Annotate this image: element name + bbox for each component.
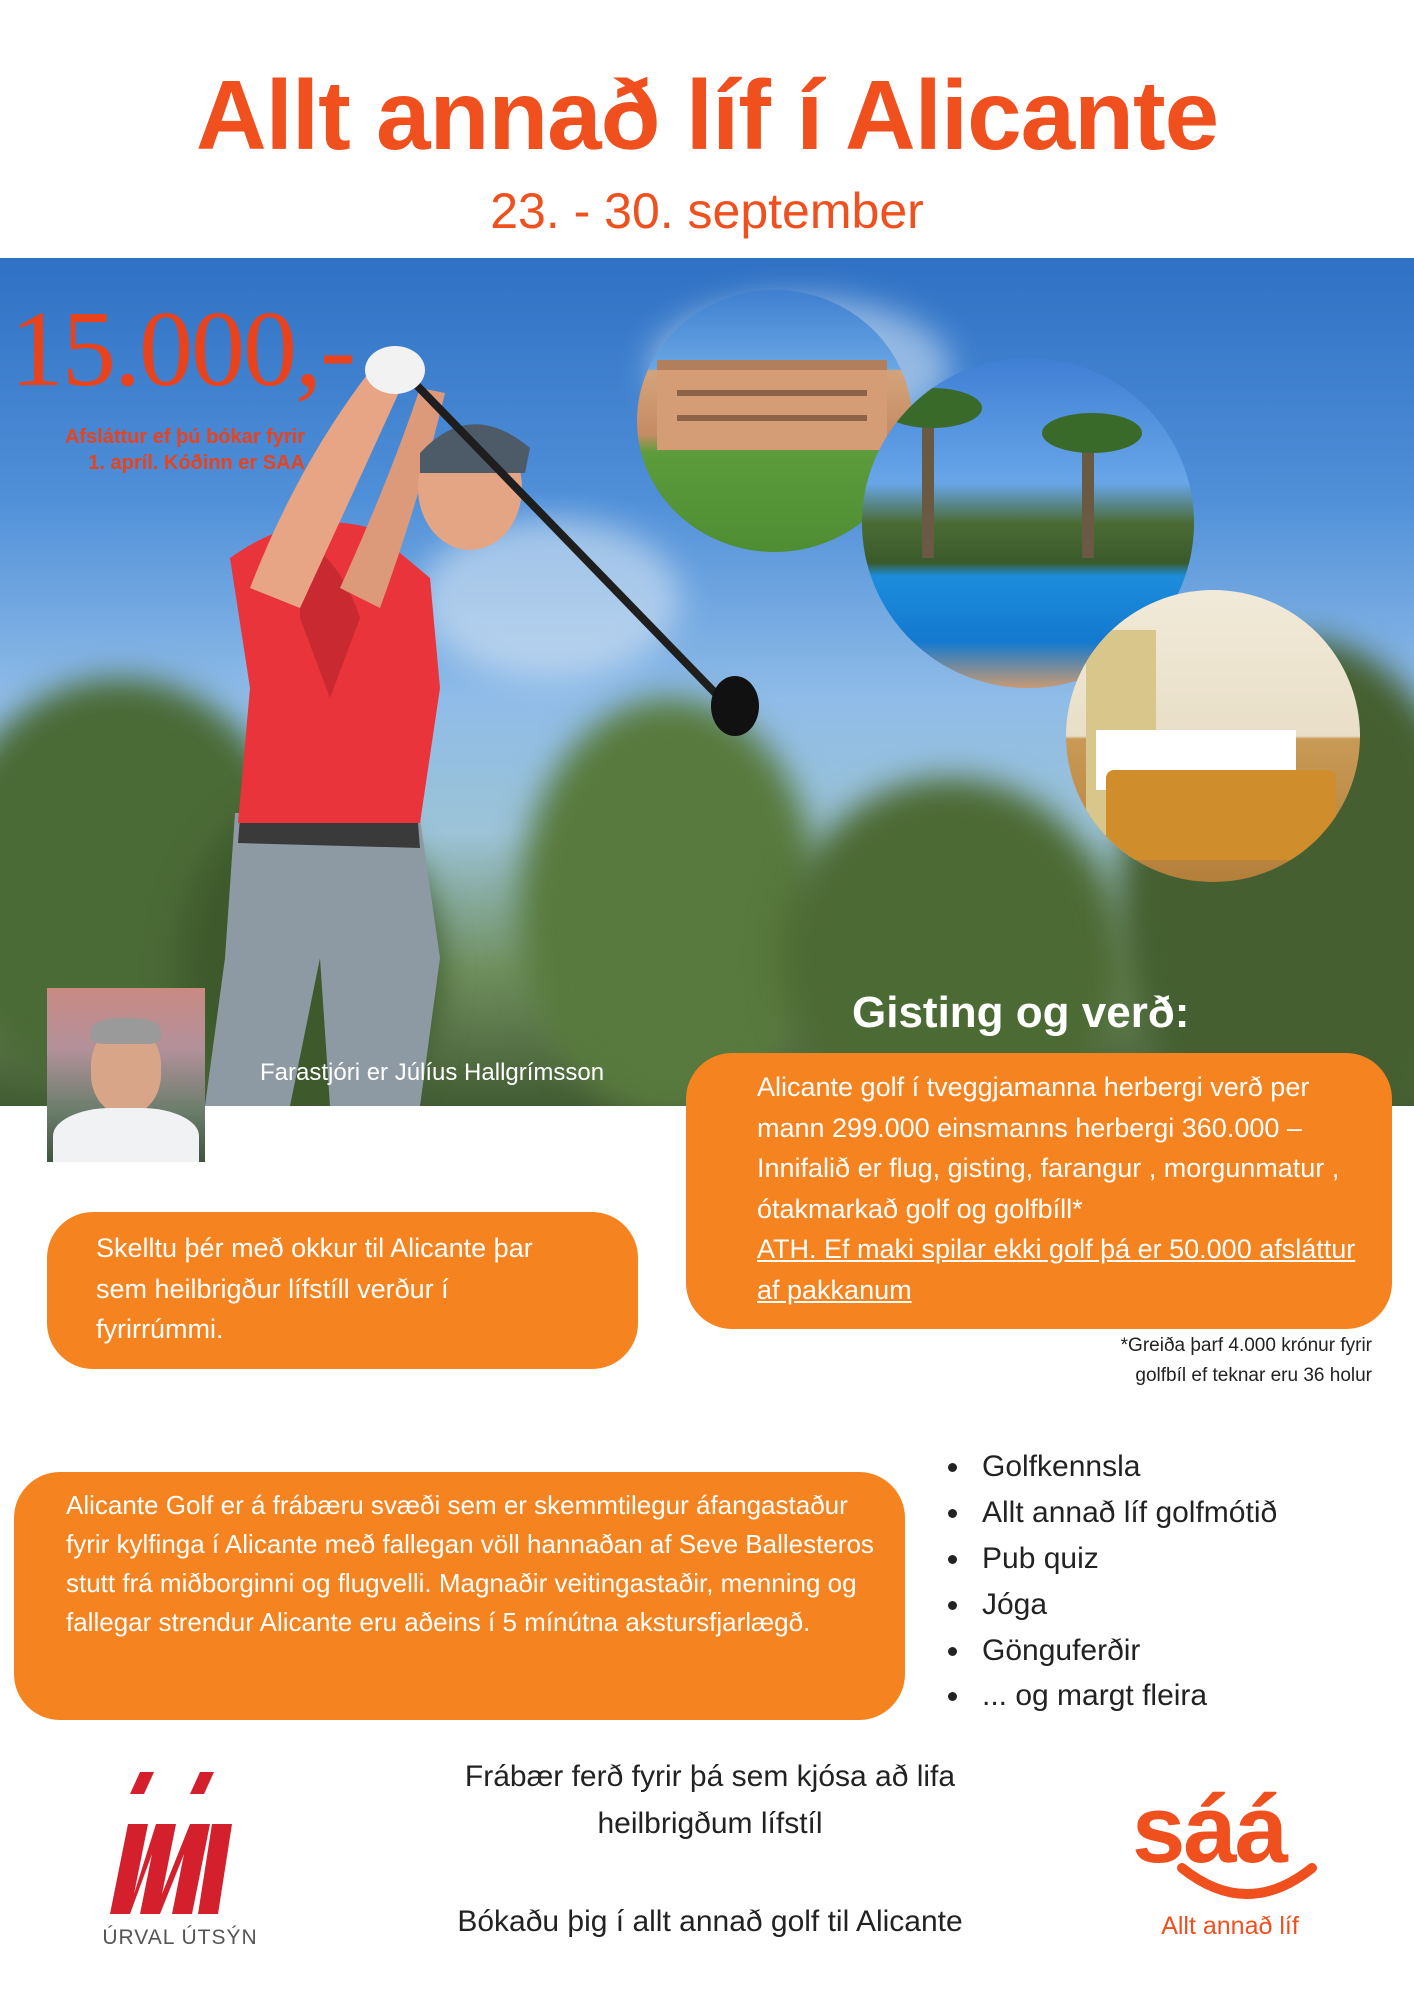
discount-note bbox=[30, 424, 305, 476]
footnote-line-1: *Greiða þarf 4.000 krónur fyrir bbox=[1120, 1335, 1372, 1356]
welcome-box bbox=[47, 1212, 638, 1369]
guide-caption: Farastjóri er Júlíus Hallgrímsson bbox=[260, 1059, 605, 1086]
discount-line-1: Afsláttur ef þú bókar fyrir bbox=[64, 426, 305, 448]
list-item: • Pub quiz bbox=[972, 1536, 1277, 1582]
about-box bbox=[14, 1472, 905, 1720]
stay-heading: Gisting og verð: bbox=[852, 988, 1190, 1037]
footnote-line-2: golfbíl ef teknar eru 36 holur bbox=[1135, 1365, 1372, 1387]
stay-body-text: Alicante golf í tveggjamanna herbergi verð per mann 299.000 einsmanns herbergi 360.000 – Innifalið er flug, gisting, farangur , morgunmatur , ótakmarkað golf og golfbíll* bbox=[757, 1072, 1340, 1224]
page-title: Allt annað líf í Alicante bbox=[195, 60, 1219, 170]
tagline bbox=[360, 1754, 1060, 1847]
activities-list bbox=[932, 1444, 1277, 1719]
tagline-line-2: heilbrigðum lífstíl bbox=[597, 1806, 823, 1840]
guide-portrait-photo bbox=[47, 988, 205, 1162]
list-item: • Golfkennsla bbox=[972, 1444, 1277, 1490]
urval-utsyn-logo bbox=[100, 1764, 260, 1924]
urval-label: ÚRVAL ÚTSÝN bbox=[102, 1926, 258, 1949]
trip-dates: 23. - 30. september bbox=[490, 183, 924, 239]
about-text: Alicante Golf er á frábæru svæði sem er skemmtilegur áfangastaður fyrir kylfinga í Alicante með fallegan völl hannaðan af Seve Ballesteros stutt frá miðborginni og flugvelli. Magnaðir veitingastaðir, menning og fallegar strendur Alicante eru aðeins í 5 mínútna akstursfjarlægð. bbox=[66, 1490, 874, 1637]
golf-cart-footnote bbox=[1020, 1331, 1372, 1392]
discount-line-2: 1. apríl. Kóðinn er SAA bbox=[88, 452, 305, 474]
booking-call-to-action: Bókaðu þig í allt annað golf til Alicante bbox=[457, 1905, 963, 1938]
saa-smile-icon bbox=[1172, 1860, 1322, 1904]
list-item: • ... og margt fleira bbox=[972, 1673, 1277, 1719]
saa-tagline: Allt annað líf bbox=[1161, 1912, 1299, 1940]
partner-discount-link[interactable]: ATH. Ef maki spilar ekki golf þá er 50.000 afsláttur af pakkanum bbox=[757, 1234, 1356, 1305]
welcome-text: Skelltu þér með okkur til Alicante þar sem heilbrigður lífstíll verður í fyrirrúmmi. bbox=[96, 1233, 533, 1344]
list-item: • Allt annað líf golfmótið bbox=[972, 1490, 1277, 1536]
list-item: • Gönguferðir bbox=[972, 1628, 1277, 1674]
discount-price: 15.000,- bbox=[10, 290, 354, 409]
saa-logo: sáá bbox=[1132, 1776, 1287, 1883]
hotel-room-photo bbox=[1066, 590, 1360, 882]
list-item: • Jóga bbox=[972, 1582, 1277, 1628]
tagline-line-1: Frábær ferð fyrir þá sem kjósa að lifa bbox=[464, 1760, 956, 1793]
stay-price-box bbox=[686, 1053, 1392, 1329]
